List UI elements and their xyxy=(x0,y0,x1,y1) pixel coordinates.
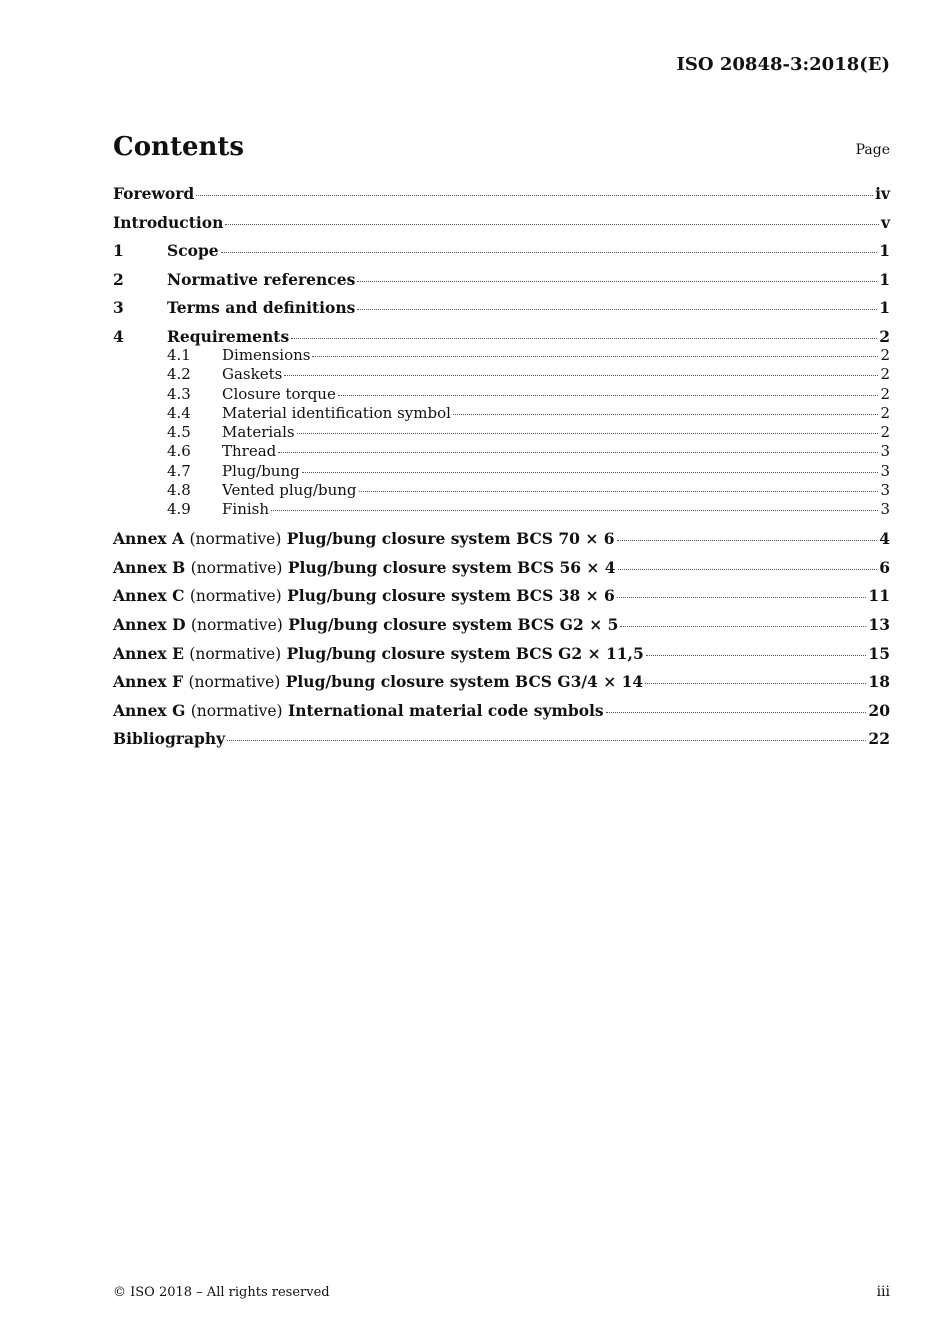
annex-label: Annex D xyxy=(113,615,186,635)
dot-leader xyxy=(606,712,867,713)
toc-entry-clause[interactable] xyxy=(113,298,890,317)
toc-entry-subclause[interactable] xyxy=(113,404,890,423)
clause-number: 2 xyxy=(113,269,124,289)
clause-number: 1 xyxy=(113,241,124,261)
dot-leader xyxy=(617,597,867,598)
toc-entry-title: Plug/bung closure system BCS G2 × 5 xyxy=(288,615,619,635)
subclause-number: 4.3 xyxy=(167,384,191,403)
toc-entry-title: Bibliography xyxy=(113,729,226,749)
annex-type: (normative) xyxy=(190,616,283,635)
toc-entry-subclause[interactable] xyxy=(113,365,890,384)
dot-leader xyxy=(620,626,866,627)
dot-leader xyxy=(357,281,877,282)
toc-entry-title: Vented plug/bung xyxy=(222,481,357,500)
annex-type: (normative) xyxy=(188,673,281,692)
toc-entry-page: 20 xyxy=(868,700,890,720)
toc-entry-page: 3 xyxy=(880,442,890,461)
toc-entry-title: Plug/bung xyxy=(222,461,300,480)
toc-entry-annex[interactable] xyxy=(113,529,890,548)
toc-entry-page: 3 xyxy=(880,461,890,480)
toc-entry-subclause[interactable] xyxy=(113,385,890,404)
toc-entry-page: 6 xyxy=(879,557,890,577)
toc-entry-page: v xyxy=(880,212,890,232)
toc-entry-title: Plug/bung closure system BCS 70 × 6 xyxy=(286,529,615,549)
clause-number: 4 xyxy=(113,326,124,346)
toc-entry-title: Plug/bung closure system BCS G2 × 11,5 xyxy=(286,643,644,663)
toc-entry-title: Closure torque xyxy=(222,384,336,403)
toc-entry-page: 2 xyxy=(880,384,890,403)
toc-entry-subclause[interactable] xyxy=(113,500,890,519)
toc-entry-page: 2 xyxy=(880,345,890,364)
annex-type: (normative) xyxy=(189,644,282,663)
annex-label: Annex F xyxy=(113,672,184,692)
dot-leader xyxy=(225,224,879,225)
toc-entry-subclause[interactable] xyxy=(113,462,890,481)
dot-leader xyxy=(618,569,878,570)
toc-entry-page: 11 xyxy=(868,586,890,606)
toc-entry-subclause[interactable] xyxy=(113,481,890,500)
toc-entry-title: Materials xyxy=(222,423,295,442)
toc-entry-clause[interactable] xyxy=(113,241,890,260)
annex-type: (normative) xyxy=(189,530,282,549)
toc-entry-title: Requirements xyxy=(167,326,290,346)
toc-entry-title: Scope xyxy=(167,241,219,261)
toc-entry-page: 1 xyxy=(879,241,890,261)
toc-entry-subclause[interactable] xyxy=(113,346,890,365)
toc-entry-page: iv xyxy=(875,184,890,203)
toc-entry-annex[interactable] xyxy=(113,558,890,577)
toc-entry-bibliography[interactable] xyxy=(113,729,890,748)
toc-entry-title: Plug/bung closure system BCS 56 × 4 xyxy=(287,557,616,577)
dot-leader xyxy=(312,356,878,357)
dot-leader xyxy=(302,472,879,473)
toc-entry-annex[interactable] xyxy=(113,615,890,634)
dot-leader xyxy=(359,491,879,492)
toc-entry-page: 13 xyxy=(868,615,890,635)
toc-entry-annex[interactable] xyxy=(113,672,890,691)
dot-leader xyxy=(196,195,873,196)
toc-entry-page: 15 xyxy=(868,643,890,663)
subclause-number: 4.6 xyxy=(167,442,191,461)
toc-entry-title: Terms and definitions xyxy=(167,298,356,318)
toc-entry-title: Plug/bung closure system BCS G3/4 × 14 xyxy=(285,672,644,692)
toc-entry-subclause[interactable] xyxy=(113,423,890,442)
annex-label: Annex A xyxy=(113,529,185,549)
toc-entry-page: 2 xyxy=(879,326,890,346)
toc-entry-page: 3 xyxy=(880,500,890,519)
dot-leader xyxy=(221,252,878,253)
toc-entry-clause[interactable] xyxy=(113,270,890,289)
toc-entry-annex[interactable] xyxy=(113,701,890,720)
dot-leader xyxy=(291,338,877,339)
annex-label: Annex G xyxy=(113,700,186,720)
toc-entry-title: Material identification symbol xyxy=(222,403,451,422)
subclause-number: 4.8 xyxy=(167,481,191,500)
toc-entry-annex[interactable] xyxy=(113,644,890,663)
annex-type: (normative) xyxy=(190,558,283,577)
document-id: ISO 20848-3:2018(E) xyxy=(676,54,890,75)
toc-entry-page: 2 xyxy=(880,365,890,384)
toc-entry-title: Finish xyxy=(222,500,270,519)
dot-leader xyxy=(271,510,878,511)
dot-leader xyxy=(284,375,878,376)
annex-label: Annex B xyxy=(113,557,186,577)
toc-entry-page: 1 xyxy=(879,298,890,318)
toc-entry-title: Gaskets xyxy=(222,365,283,384)
toc-entry-annex[interactable] xyxy=(113,586,890,605)
toc-entry-clause[interactable] xyxy=(113,327,890,346)
toc-entry-title: Foreword xyxy=(113,184,195,203)
subclause-number: 4.7 xyxy=(167,461,191,480)
annex-label: Annex E xyxy=(113,643,184,663)
dot-leader xyxy=(338,395,879,396)
dot-leader xyxy=(357,309,877,310)
page-number: iii xyxy=(876,1284,890,1300)
toc-entry-page: 2 xyxy=(880,423,890,442)
dot-leader xyxy=(646,655,867,656)
subclause-number: 4.5 xyxy=(167,423,191,442)
clause-number: 3 xyxy=(113,298,124,318)
toc-entry-page: 3 xyxy=(880,481,890,500)
toc-entry-page: 18 xyxy=(868,672,890,692)
toc-entry-foreword[interactable] xyxy=(113,184,890,203)
page-column-label: Page xyxy=(855,142,890,158)
dot-leader xyxy=(297,433,879,434)
toc-entry-title: Normative references xyxy=(167,269,356,289)
dot-leader xyxy=(278,452,878,453)
subclause-number: 4.9 xyxy=(167,500,191,519)
page-title: Contents xyxy=(113,132,245,162)
toc-entry-introduction[interactable] xyxy=(113,213,890,232)
dot-leader xyxy=(617,540,878,541)
toc-entry-page: 2 xyxy=(880,403,890,422)
table-of-contents xyxy=(113,184,890,748)
dot-leader xyxy=(227,740,866,741)
dot-leader xyxy=(453,414,879,415)
toc-entry-title: Plug/bung closure system BCS 38 × 6 xyxy=(287,586,615,606)
toc-entry-title: International material code symbols xyxy=(288,700,604,720)
subclause-number: 4.1 xyxy=(167,345,191,364)
annex-label: Annex C xyxy=(113,586,185,606)
annex-type: (normative) xyxy=(190,701,283,720)
subclause-number: 4.4 xyxy=(167,403,191,422)
annex-type: (normative) xyxy=(189,587,282,606)
toc-entry-title: Thread xyxy=(222,442,277,461)
copyright-notice: © ISO 2018 – All rights reserved xyxy=(113,1285,330,1300)
dot-leader xyxy=(645,683,866,684)
toc-entry-title: Dimensions xyxy=(222,345,311,364)
subclause-number: 4.2 xyxy=(167,365,191,384)
toc-entry-title: Introduction xyxy=(113,212,224,232)
toc-entry-page: 4 xyxy=(879,529,890,549)
toc-entry-subclause[interactable] xyxy=(113,442,890,461)
toc-entry-page: 22 xyxy=(868,729,890,749)
toc-entry-page: 1 xyxy=(879,269,890,289)
